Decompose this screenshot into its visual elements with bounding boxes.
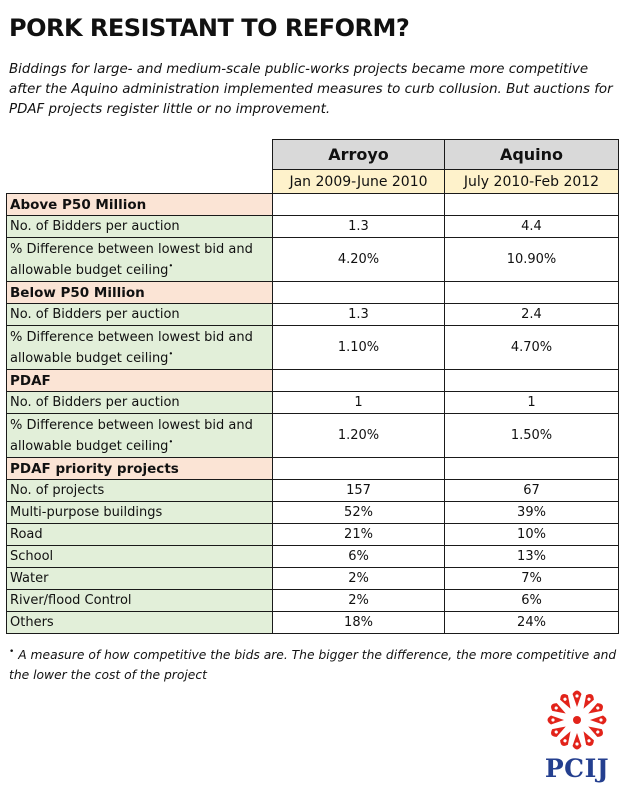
blank-corner-cell	[7, 140, 273, 194]
row-label-text-line2: allowable budget ceiling	[10, 350, 169, 366]
row-label-text: Multi-purpose buildings	[10, 505, 163, 520]
value-cell-aquino: 10.90%	[445, 238, 619, 282]
row-label	[7, 524, 273, 546]
bidding-comparison-table	[6, 139, 619, 634]
section-header-row	[7, 194, 619, 216]
section-heading-empty-cell	[273, 458, 445, 480]
table-row	[7, 392, 619, 414]
value-cell-arroyo: 1	[273, 392, 445, 414]
row-label-text: Water	[10, 571, 49, 586]
value-cell-arroyo: 52%	[273, 502, 445, 524]
table-row	[7, 480, 619, 502]
table-row	[7, 524, 619, 546]
table-row	[7, 612, 619, 634]
value-cell-arroyo: 4.20%	[273, 238, 445, 282]
section-header-row	[7, 282, 619, 304]
footnote-text: A measure of how competitive the bids are. The bigger the difference, the more competitive and the lower the cost of the project	[9, 648, 617, 682]
column-header-row	[7, 140, 619, 170]
value-cell-arroyo: 1.3	[273, 304, 445, 326]
value-cell-aquino: 1.50%	[445, 414, 619, 458]
value-cell-aquino: 67	[445, 480, 619, 502]
value-cell-aquino: 10%	[445, 524, 619, 546]
value-cell-aquino: 13%	[445, 546, 619, 568]
table-row	[7, 502, 619, 524]
table-row	[7, 304, 619, 326]
row-label	[7, 238, 273, 282]
row-label	[7, 326, 273, 370]
value-cell-aquino: 2.4	[445, 304, 619, 326]
value-cell-aquino: 4.70%	[445, 326, 619, 370]
row-label-text: No. of Bidders per auction	[10, 219, 180, 234]
footnote-marker: •	[168, 437, 174, 447]
value-cell-arroyo: 1.10%	[273, 326, 445, 370]
section-heading-empty-cell	[273, 370, 445, 392]
column-period-aquino: July 2010-Feb 2012	[445, 170, 619, 194]
row-label-text-line2: allowable budget ceiling	[10, 262, 169, 278]
section-heading-empty-cell	[273, 282, 445, 304]
value-cell-arroyo: 21%	[273, 524, 445, 546]
row-label	[7, 216, 273, 238]
value-cell-aquino: 39%	[445, 502, 619, 524]
section-heading: Below P50 Million	[7, 282, 273, 304]
table-row	[7, 326, 619, 370]
section-heading: PDAF	[7, 370, 273, 392]
footnote-marker: •	[168, 261, 174, 271]
row-label	[7, 392, 273, 414]
row-label-text: % Difference between lowest bid and	[10, 241, 253, 257]
pcij-logo	[527, 682, 627, 794]
row-label	[7, 414, 273, 458]
value-cell-aquino: 4.4	[445, 216, 619, 238]
section-heading-empty-cell	[445, 370, 619, 392]
row-label	[7, 590, 273, 612]
row-label-text: % Difference between lowest bid and	[10, 417, 253, 433]
logo-ray	[573, 733, 582, 750]
logo-ray	[590, 716, 607, 725]
value-cell-aquino: 24%	[445, 612, 619, 634]
footnote-marker: •	[168, 349, 174, 359]
table-row	[7, 216, 619, 238]
row-label	[7, 546, 273, 568]
logo-text: PCIJ	[544, 754, 610, 783]
table-row	[7, 568, 619, 590]
logo-ray	[548, 716, 565, 725]
value-cell-arroyo: 2%	[273, 590, 445, 612]
table-row	[7, 546, 619, 568]
footnote-mark: •	[9, 646, 15, 657]
row-label-text: River/flood Control	[10, 593, 132, 608]
row-label-text: % Difference between lowest bid and	[10, 329, 253, 345]
column-header-aquino: Aquino	[445, 140, 619, 170]
logo-core	[573, 716, 581, 724]
row-label-text: No. of Bidders per auction	[10, 395, 180, 410]
row-label-text-line2: allowable budget ceiling	[10, 438, 169, 454]
row-label-text: No. of projects	[10, 483, 105, 498]
value-cell-arroyo: 1.3	[273, 216, 445, 238]
table-body	[7, 140, 619, 634]
row-label-text: Others	[10, 615, 54, 630]
value-cell-arroyo: 1.20%	[273, 414, 445, 458]
table-row	[7, 414, 619, 458]
footnote	[9, 645, 621, 685]
row-label	[7, 502, 273, 524]
section-heading: PDAF priority projects	[7, 458, 273, 480]
section-heading-empty-cell	[445, 458, 619, 480]
section-header-row	[7, 458, 619, 480]
value-cell-aquino: 6%	[445, 590, 619, 612]
value-cell-aquino: 7%	[445, 568, 619, 590]
section-heading-empty-cell	[445, 282, 619, 304]
section-heading-empty-cell	[445, 194, 619, 216]
column-header-arroyo: Arroyo	[273, 140, 445, 170]
row-label	[7, 304, 273, 326]
page-subtitle: Biddings for large- and medium-scale public-works projects became more competitive after the Aquino administration implemented measures to curb collusion. But auctions for PDAF projects register little or no improvement.	[9, 62, 613, 117]
logo-ray	[573, 691, 582, 708]
value-cell-arroyo: 2%	[273, 568, 445, 590]
row-label-text: School	[10, 549, 54, 564]
value-cell-arroyo: 157	[273, 480, 445, 502]
row-label	[7, 612, 273, 634]
table-row	[7, 590, 619, 612]
table-row	[7, 238, 619, 282]
row-label-text: Road	[10, 527, 43, 542]
value-cell-arroyo: 6%	[273, 546, 445, 568]
row-label	[7, 568, 273, 590]
page-title: PORK RESISTANT TO REFORM?	[9, 14, 410, 42]
row-label-text: No. of Bidders per auction	[10, 307, 180, 322]
section-heading-empty-cell	[273, 194, 445, 216]
section-heading: Above P50 Million	[7, 194, 273, 216]
column-period-arroyo: Jan 2009-June 2010	[273, 170, 445, 194]
pcij-sun-logo-icon	[527, 682, 627, 756]
section-header-row	[7, 370, 619, 392]
value-cell-aquino: 1	[445, 392, 619, 414]
row-label	[7, 480, 273, 502]
value-cell-arroyo: 18%	[273, 612, 445, 634]
